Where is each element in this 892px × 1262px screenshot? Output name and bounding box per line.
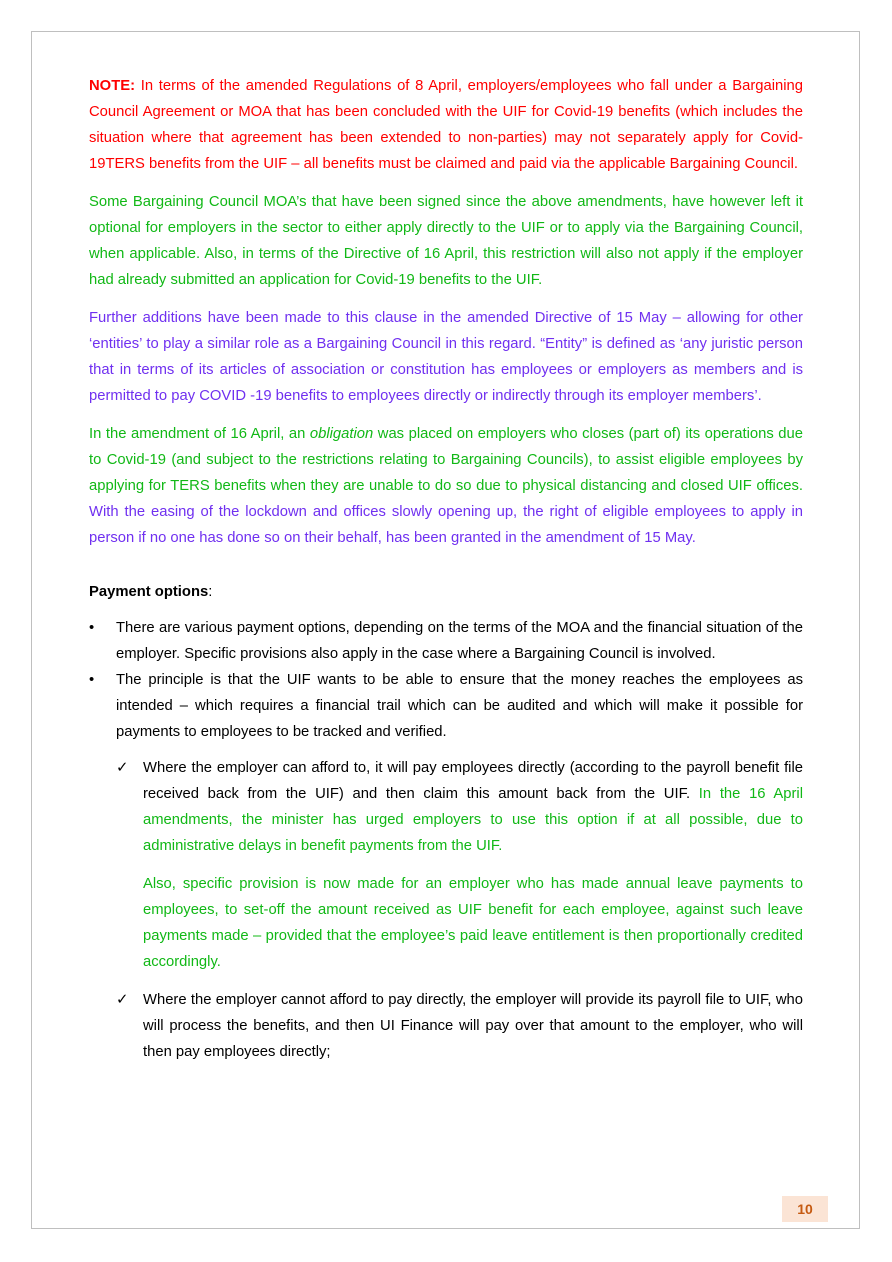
obligation-text-1: In the amendment of 16 April, an	[89, 426, 310, 442]
check-text-black: Where the employer can afford to, it will pay employees directly (according to the payroll benefit file received back from the UIF) and then claim this amount back from the UIF.	[143, 760, 803, 802]
checkmark-icon: ✓	[116, 760, 129, 776]
payment-heading-text: Payment options	[89, 584, 209, 600]
payment-bullet-list	[89, 615, 803, 1065]
page-number: 10	[782, 1196, 828, 1222]
list-item	[89, 615, 803, 667]
moa-paragraph: Some Bargaining Council MOA’s that have been signed since the above amendments, have however left it optional for employers in the sector to either apply directly to the UIF or to apply via the Bargaining Council, when applicable. Also, in terms of the Directive of 16 April, this restriction will also not apply if the employer had already submitted an application for Covid-19 benefits to the UIF.	[89, 194, 803, 288]
check-text-black: Where the employer cannot afford to pay directly, the employer will provide its payroll file to UIF, who will process the benefits, and then UI Finance will pay over that amount to the employer, who will then pay employees directly;	[143, 992, 803, 1060]
payment-heading-colon: :	[208, 584, 213, 600]
bullet-text: There are various payment options, depending on the terms of the MOA and the financial situation of the employer. Specific provisions also apply in the case where a Bargaining Council is involved.	[116, 620, 803, 662]
document-body	[89, 73, 803, 1065]
payment-check-list	[116, 755, 803, 1065]
bullet-text: The principle is that the UIF wants to be able to ensure that the money reaches the employees as intended – which requires a financial trail which can be audited and which will make it possible for payments to employees to be tracked and verified.	[116, 672, 803, 740]
bullet-icon: •	[89, 672, 95, 688]
bullet-icon: •	[89, 620, 95, 636]
obligation-emphasis: obligation	[309, 426, 374, 442]
checkmark-icon: ✓	[116, 992, 129, 1008]
obligation-text-2: was placed on employers who closes (part of) its operations due to Covid-19 (and subject to the restrictions relating to Bargaining Councils), to assist eligible employees by applying for TERS benefits when they are unable to do so due to physical distancing and closed UIF offices.	[89, 426, 803, 494]
check-sub-paragraph: Also, specific provision is now made for an employer who has made annual leave payments to employees, to set-off the amount received as UIF benefit for each employee, against such leave payments made – provided that the employee’s paid leave entitlement is then proportionally credited accordingly.	[143, 876, 803, 970]
note-paragraph	[89, 73, 803, 177]
obligation-paragraph	[89, 421, 803, 551]
note-label: NOTE:	[89, 78, 136, 94]
payment-options-heading	[89, 579, 803, 605]
list-item	[116, 987, 803, 1065]
list-item	[89, 667, 803, 1065]
note-text: In terms of the amended Regulations of 8 April, employers/employees who fall under a Bargaining Council Agreement or MOA that has been concluded with the UIF for Covid-19 benefits (which includes the situation where that agreement has been extended to non-parties) may not separately apply for Covid-19TERS benefits from the UIF – all benefits must be claimed and paid via the applicable Bargaining Council.	[89, 78, 803, 172]
entities-paragraph: Further additions have been made to this clause in the amended Directive of 15 May – allowing for other ‘entities’ to play a similar role as a Bargaining Council in this regard. “Entity” is defined as ‘any juristic person that in terms of its articles of association or constitution has employees or employers as members and is permitted to pay COVID -19 benefits to employees directly or indirectly through its employer members’.	[89, 310, 803, 404]
list-item	[116, 755, 803, 975]
obligation-text-3: With the easing of the lockdown and offices slowly opening up, the right of eligible employees to apply in person if no one has done so on their behalf, has been granted in the amendment of 15 May.	[89, 504, 803, 546]
check-text-green: In the 16 April amendments, the minister has urged employers to use this option if at all possible, due to administrative delays in benefit payments from the UIF.	[143, 786, 803, 854]
